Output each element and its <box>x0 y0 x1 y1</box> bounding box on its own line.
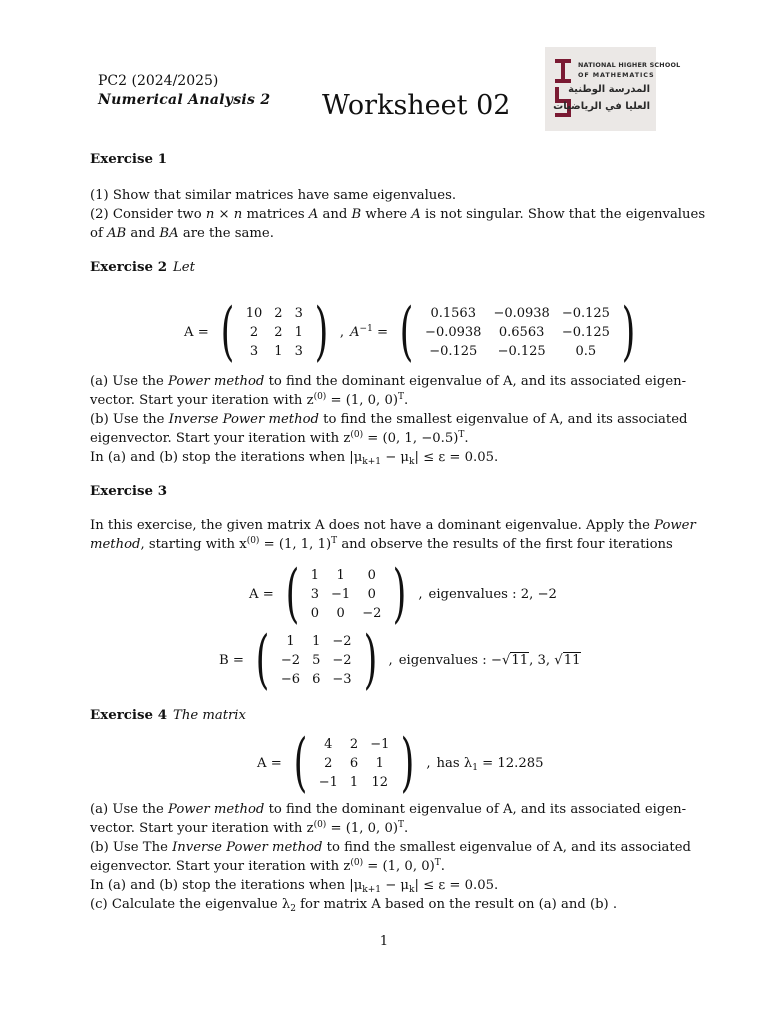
matrix-cell: −1 <box>331 587 351 602</box>
exercise-3-line-1: In this exercise, the given matrix A does not have a dominant eigenvalue. Apply the Power <box>90 518 696 533</box>
exercise-3-line-2: method, starting with $x^{(0)} = (1$, 1, 1)$^T$ and observe the results of the first four iterations <box>90 536 673 552</box>
matrix-row <box>305 585 388 604</box>
matrix-cell: −2 <box>362 606 382 621</box>
matrix-row <box>305 566 388 585</box>
school-logo <box>545 47 681 131</box>
matrix-cell: 1 <box>336 568 345 583</box>
matrix-cell: 1 <box>310 568 320 583</box>
matrix-cell: 2 <box>274 306 283 321</box>
matrix-cell: 1 <box>294 325 303 340</box>
course-code: PC2 (2024/2025) <box>98 73 219 89</box>
exercise-1 <box>90 150 706 243</box>
matrix-cell: 0.1563 <box>430 306 476 321</box>
matrix-a-label: A = <box>249 587 274 602</box>
matrix-row <box>419 342 616 361</box>
matrix-row <box>313 773 396 792</box>
exercise-4-title: Exercise 4 <box>90 707 168 723</box>
exercise-3-title: Exercise 3 <box>90 483 168 499</box>
matrix-a-label: A = <box>184 325 209 340</box>
matrix-a <box>305 566 388 623</box>
matrix-row <box>275 651 358 670</box>
matrix-cell: 1 <box>286 634 295 649</box>
exercise-4-body <box>90 800 691 914</box>
matrix-cell: 12 <box>371 775 389 790</box>
matrix-b-label: B = <box>219 653 244 668</box>
matrix-cell: 0 <box>367 587 376 602</box>
matrix-cell: −2 <box>332 653 352 668</box>
matrix-cell: 4 <box>324 737 333 752</box>
exercise-4-subtitle: The matrix <box>173 708 246 723</box>
matrix-cell: 0 <box>310 606 320 621</box>
page-number: 1 <box>379 934 389 949</box>
matrix-row <box>275 632 358 651</box>
matrix-a-inverse-label: $A^{-1}$ = <box>350 324 389 340</box>
matrix-cell: 3 <box>249 344 259 359</box>
matrix-cell: 1 <box>312 634 321 649</box>
matrix-cell: 2 <box>274 325 283 340</box>
matrix-cell: 0 <box>367 568 376 583</box>
matrix-cell: 2 <box>349 737 359 752</box>
matrix-cell: −0.125 <box>561 306 610 321</box>
exercise-2-title: Exercise 2 <box>90 259 168 275</box>
matrix-b <box>275 632 358 689</box>
matrix-cell: 1 <box>274 344 283 359</box>
matrix-cell: 1 <box>375 756 384 771</box>
exercise-2-heading <box>90 258 680 277</box>
exercise-4-heading <box>90 706 680 725</box>
exercise-2-matrices: A = ( 10 2 3 2 2 1 3 1 3 ) , $A^{-1}$ = ( 0.1563 −0.0938 −0.125 −0.0938 0.6563 −0.125 −0.125 −0.125 0.5 ) <box>184 295 636 369</box>
matrix-row <box>419 304 616 323</box>
matrix-cell: 5 <box>312 653 321 668</box>
exercise-3-matrix-b: B = ( 1 1 −2 −2 5 −2 −6 6 −3 ) , eigenvalues : −√11, 3, √11 <box>219 623 581 697</box>
matrix-cell: 2 <box>249 325 259 340</box>
exercise-1-title: Exercise 1 <box>90 151 168 167</box>
exercise-4-stop-criterion: In (a) and (b) stop the iterations when $|\mu_{k+1} - \mu_k| \le \varepsilon = 0.05$. <box>90 878 499 895</box>
logo-text-ar-1: المدرسة الوطنية <box>568 84 650 95</box>
matrix-a <box>313 735 396 792</box>
matrix-cell: −1 <box>318 775 338 790</box>
matrix-cell: −0.0938 <box>425 325 482 340</box>
matrix-cell: 3 <box>310 587 320 602</box>
exercise-2-part-b-1: (b) Use the Inverse Power method to find the smallest eigenvalue of A, and its associated <box>90 412 688 427</box>
exercise-4-part-a-2: vector. Start your iteration with $z^{(0)} = (1$, 0, 0)$^T$. <box>90 820 409 836</box>
logo-text-ar-2: العليا في الرياضيات <box>553 101 650 112</box>
matrix-row <box>240 323 309 342</box>
matrix-cell: 6 <box>312 672 321 687</box>
matrix-cell: −1 <box>370 737 390 752</box>
matrix-cell: −2 <box>280 653 301 668</box>
exercise-2-subtitle: Let <box>173 260 195 275</box>
exercise-2-part-b-2: eigenvector. Start your iteration with $z^{(0)} = (0$, 1, −0.5)$^T$. <box>90 430 469 446</box>
exercise-2-body <box>90 372 688 467</box>
exercise-3 <box>90 482 696 554</box>
exercise-4-part-a-1: (a) Use the Power method to find the dominant eigenvalue of A, and its associated eigen- <box>90 802 687 817</box>
exercise-4-part-b-2: eigenvector. Start your iteration with $z^{(0)} = (1$, 0, 0)$^T$. <box>90 858 445 874</box>
matrix-cell: −6 <box>280 672 301 687</box>
exercise-2-part-a-1: (a) Use the Power method to find the dominant eigenvalue of A, and its associated eigen- <box>90 374 687 389</box>
matrix-cell: 3 <box>294 306 303 321</box>
exercise-4-part-c: (c) Calculate the eigenvalue $\lambda_2$ for matrix A based on the result on (a) and (b) . <box>90 897 618 914</box>
exercise-4-matrix: A = ( 4 2 −1 2 6 1 −1 1 12 ) , has $\lambda_1 = 12.285$ <box>257 726 544 800</box>
exercise-2-stop-criterion: In (a) and (b) stop the iterations when $|\mu_{k+1} - \mu_k| \le \varepsilon = 0.05$. <box>90 450 499 467</box>
exercise-4-part-b-1: (b) Use The Inverse Power method to find the smallest eigenvalue of A, and its associated <box>90 840 691 855</box>
exercise-3-matrix-a: A = ( 1 1 0 3 −1 0 0 0 −2 ) , eigenvalues : 2, −2 <box>249 557 557 631</box>
matrix-cell: −0.125 <box>429 344 478 359</box>
matrix-cell: −3 <box>332 672 352 687</box>
matrix-row <box>313 735 396 754</box>
exercise-2-part-a-2: vector. Start your iteration with $z^{(0)} = (1$, 0, 0)$^T$. <box>90 392 409 408</box>
page-title: Worksheet 02 <box>322 90 511 121</box>
exercise-1-line-3: of AB and BA are the same. <box>90 226 274 241</box>
matrix-a <box>240 304 309 361</box>
matrix-row <box>275 670 358 689</box>
matrix-cell: −0.125 <box>561 325 610 340</box>
matrix-cell: 0 <box>336 606 345 621</box>
matrix-b-eigenvalues: eigenvalues : −√11, 3, √11 <box>398 653 581 668</box>
exercise-1-line-1: (1) Show that similar matrices have same eigenvalues. <box>90 188 457 203</box>
matrix-cell: −0.125 <box>497 344 546 359</box>
matrix-row <box>313 754 396 773</box>
matrix-cell: 0.5 <box>575 344 597 359</box>
matrix-cell: 0.6563 <box>498 325 545 340</box>
course-header <box>98 72 270 110</box>
exercise-1-line-2: (2) Consider two n × n matrices A and B where A is not singular. Show that the eigenvalues <box>90 207 706 222</box>
matrix-row <box>305 604 388 623</box>
matrix-row <box>240 304 309 323</box>
matrix-cell: 3 <box>294 344 303 359</box>
matrix-cell: 1 <box>349 775 359 790</box>
matrix-cell: −2 <box>332 634 352 649</box>
course-name: Numerical Analysis 2 <box>98 92 271 108</box>
matrix-row <box>240 342 309 361</box>
matrix-row <box>419 323 616 342</box>
matrix-cell: 10 <box>245 306 263 321</box>
matrix-cell: −0.0938 <box>493 306 550 321</box>
logo-text-en-1: NATIONAL HIGHER SCHOOL <box>578 61 681 69</box>
matrix-a-eigenvalues: eigenvalues : 2, −2 <box>428 587 557 602</box>
matrix-cell: 2 <box>324 756 333 771</box>
logo-text-en-2: OF MATHEMATICS <box>578 71 655 79</box>
matrix-cell: 6 <box>349 756 359 771</box>
dominant-eigenvalue: has $\lambda_1 = 12.285$ <box>436 756 544 773</box>
matrix-a-inverse <box>419 304 616 361</box>
matrix-a-label: A = <box>257 756 282 771</box>
